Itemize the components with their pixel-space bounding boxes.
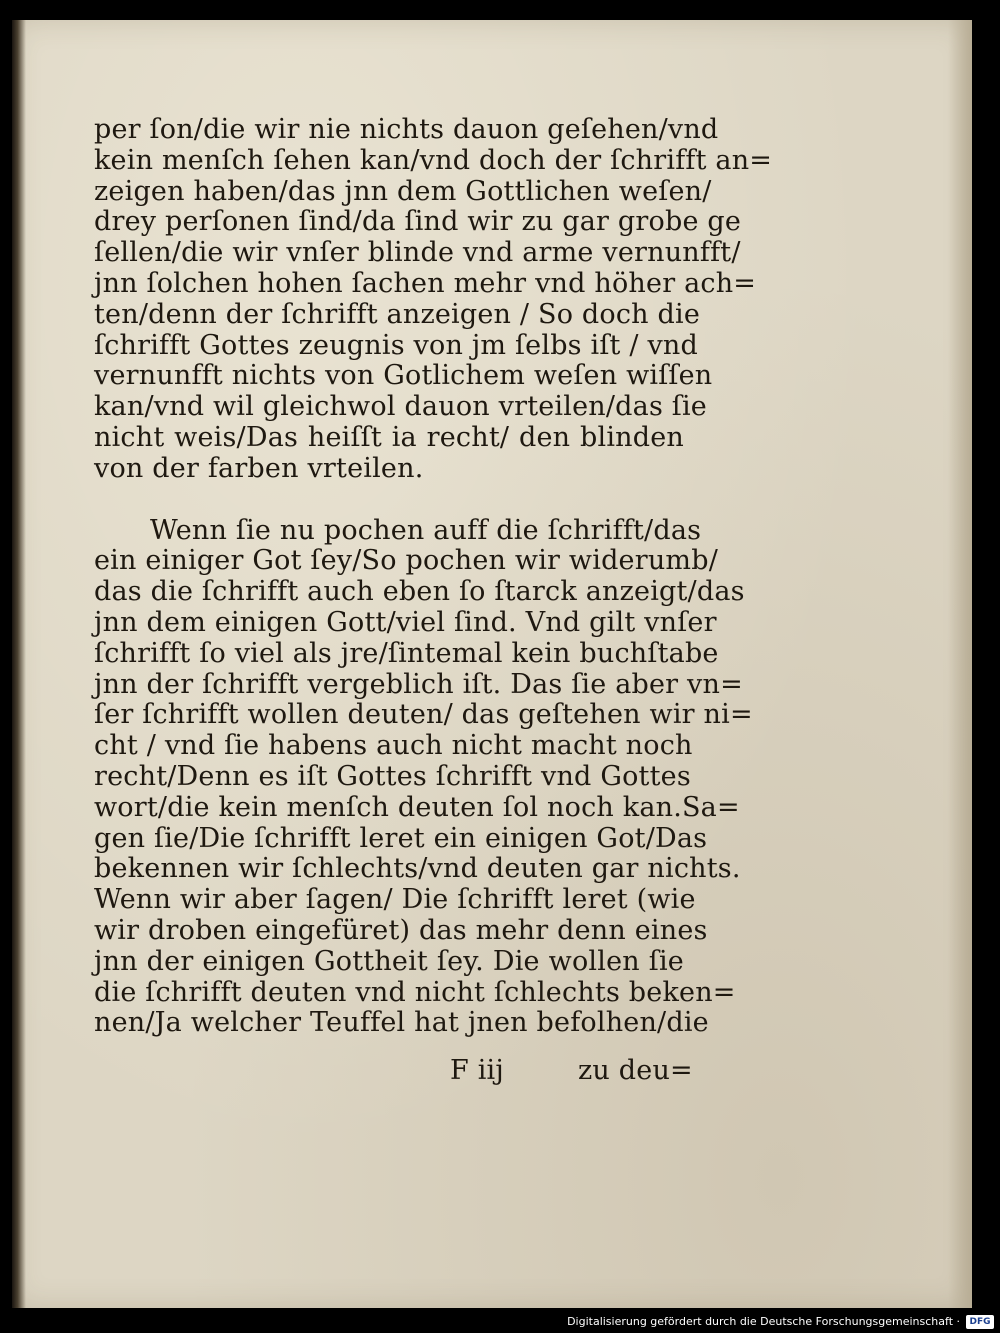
text-line: bekennen wir ſchlechts/vnd deuten gar nichts. <box>94 853 741 885</box>
text-line: jnn der ſchrifft vergeblich iſt. Das ſie aber vn= <box>94 668 743 700</box>
text-line: kein menſch ſehen kan/vnd doch der ſchrifft an= <box>94 144 773 176</box>
dfg-logo-icon: DFG <box>966 1315 994 1329</box>
text-line: das die ſchrifft auch eben ſo ſtarck anzeigt/das <box>94 576 745 608</box>
text-line: jnn der einigen Gottheit ſey. Die wollen ſie <box>94 945 684 977</box>
text-line: jnn dem einigen Gott/viel ſind. Vnd gilt vnſer <box>94 606 717 638</box>
page-right-edge <box>948 20 972 1308</box>
text-line: kan/vnd wil gleichwol dauon vrteilen/das ſie <box>94 391 707 423</box>
text-line: die ſchrifft deuten vnd nicht ſchlechts beken= <box>94 976 736 1008</box>
text-line: nen/Ja welcher Teuffel hat jnen befolhen/die <box>94 1007 709 1039</box>
text-line: ein einiger Got ſey/So pochen wir widerumb/ <box>94 545 719 577</box>
digitization-credit: Digitalisierung gefördert durch die Deutsche Forschungsgemeinschaft · <box>567 1315 960 1328</box>
page-text <box>94 114 773 1086</box>
text-line: zeigen haben/das jnn dem Gottlichen weſen/ <box>94 175 712 207</box>
text-line: Wenn wir aber ſagen/ Die ſchrifft leret (wie <box>94 884 696 916</box>
text-line: wort/die kein menſch deuten ſol noch kan.Sa= <box>94 791 740 823</box>
text-line: ſchrifft ſo viel als jre/ſintemal kein buchſtabe <box>94 637 719 669</box>
text-line: per ſon/die wir nie nichts dauon geſehen/vnd <box>94 114 719 145</box>
text-line: von der farben vrteilen. <box>94 452 424 484</box>
credit-bar <box>0 1311 1000 1333</box>
text-line: ten/denn der ſchrifft anzeigen / So doch die <box>94 298 701 330</box>
text-line: jnn ſolchen hohen ſachen mehr vnd höher ach= <box>94 267 757 299</box>
text-line: wir droben eingefüret) das mehr denn eines <box>94 914 708 946</box>
text-line: ſer ſchrifft wollen deuten/ das geſtehen wir ni= <box>94 699 753 731</box>
text-line: nicht weis/Das heiſſt ia recht/ den blinden <box>94 421 684 453</box>
scanned-page <box>12 20 972 1308</box>
page-footer <box>94 1055 693 1087</box>
text-line: gen ſie/Die ſchrifft leret ein einigen Got/Das <box>94 822 708 854</box>
page-binding-shadow <box>12 20 26 1308</box>
text-line: ſchrifft Gottes zeugnis von jm ſelbs iſt / vnd <box>94 329 698 361</box>
signature-mark: F iij <box>450 1055 504 1086</box>
paragraph-gap <box>94 485 684 516</box>
catchword: zu deu= <box>578 1055 693 1086</box>
text-line: vernunfft nichts von Gotlichem weſen wiſſen <box>94 360 713 392</box>
text-line: recht/Denn es iſt Gottes ſchrifft vnd Gottes <box>94 760 691 792</box>
text-line: drey perſonen ſind/da ſind wir zu gar grobe ge <box>94 206 742 238</box>
text-line: ſellen/die wir vnſer blinde vnd arme vernunfft/ <box>94 237 741 269</box>
text-line: cht / vnd ſie habens auch nicht macht noch <box>94 730 693 762</box>
text-line: Wenn ſie nu pochen auff die ſchrifft/das <box>150 514 702 546</box>
